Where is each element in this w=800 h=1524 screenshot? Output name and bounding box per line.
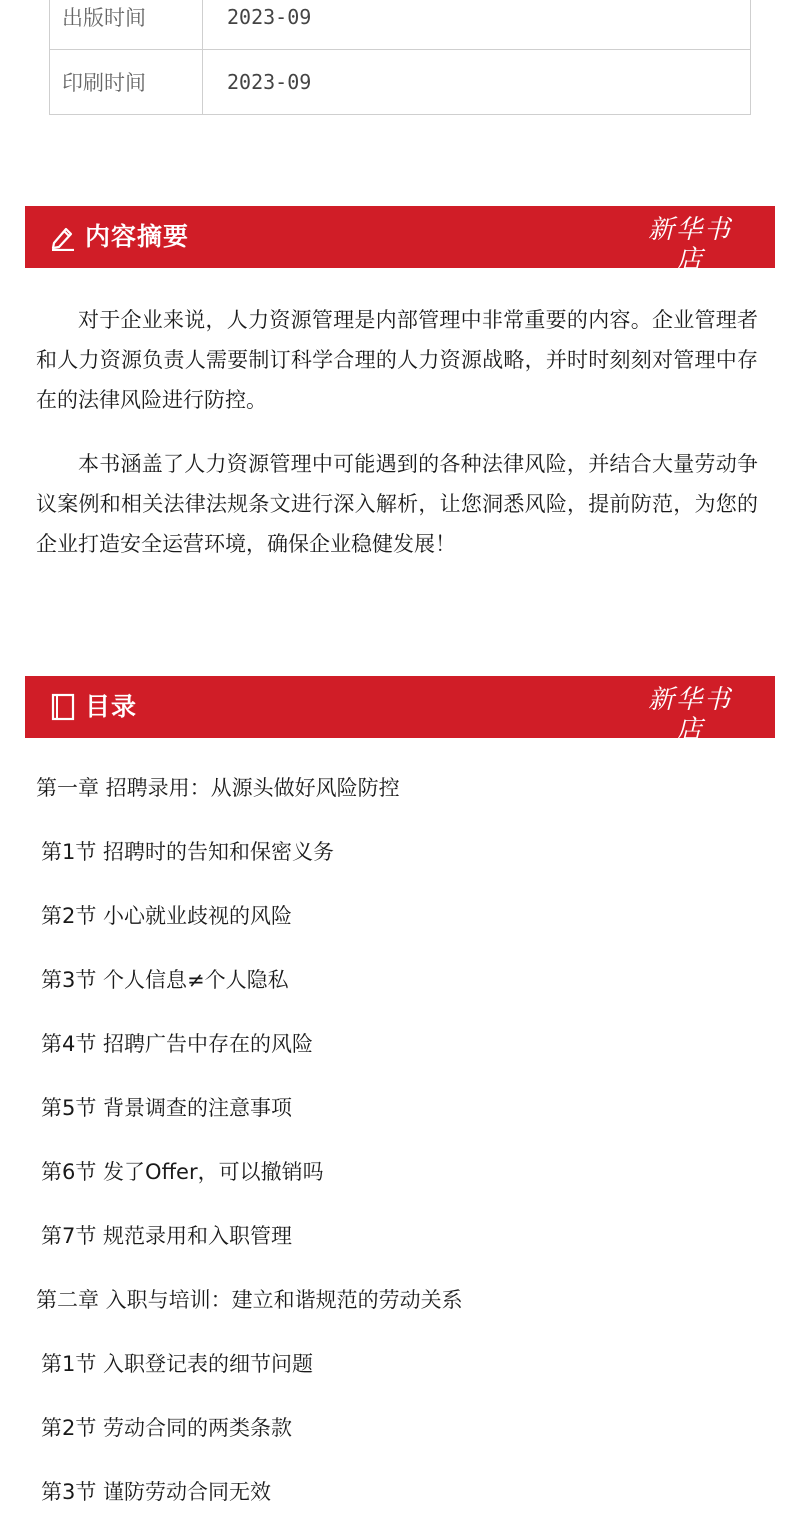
toc-section: 第3节 个人信息≠个人隐私 — [41, 968, 289, 992]
logo-chinese-text: 新华书店 — [647, 685, 732, 745]
logo-english-text: XINHUA BOOKSTORE — [641, 278, 739, 286]
logo-chinese-text: 新华书店 — [647, 215, 732, 275]
logo-english-text: XINHUA BOOKSTORE — [641, 748, 739, 756]
toc-section: 第1节 入职登记表的细节问题 — [41, 1352, 314, 1376]
pencil-edit-icon — [49, 223, 77, 251]
summary-paragraph: 本书涵盖了人力资源管理中可能遇到的各种法律风险，并结合大量劳动争议案例和相关法律法规条文进行深入解析，让您洞悉风险，提前防范，为您的企业打造安全运营环境，确保企业稳健发展！ — [36, 452, 758, 556]
section-title: 内容摘要 — [85, 222, 190, 251]
toc-chapter: 第二章 入职与培训：建立和谐规范的劳动关系 — [36, 1288, 463, 1312]
toc-section: 第2节 劳动合同的两类条款 — [41, 1416, 293, 1440]
xinhua-bookstore-logo — [635, 215, 745, 286]
toc-section-banner — [25, 676, 775, 756]
table-of-contents — [36, 756, 766, 1524]
toc-chapter: 第一章 招聘录用：从源头做好风险防控 — [36, 776, 400, 800]
xinhua-bookstore-logo — [635, 685, 745, 756]
toc-section: 第5节 背景调查的注意事项 — [41, 1096, 293, 1120]
book-icon — [49, 693, 77, 721]
summary-section-banner — [25, 206, 775, 286]
section-title: 目录 — [85, 692, 138, 721]
info-value: 2023-09 — [203, 50, 751, 115]
toc-section: 第1节 招聘时的告知和保密义务 — [41, 840, 335, 864]
info-label: 出版时间 — [50, 0, 203, 50]
toc-section: 第6节 发了Offer，可以撤销吗 — [41, 1160, 324, 1184]
summary-paragraph: 对于企业来说，人力资源管理是内部管理中非常重要的内容。企业管理者和人力资源负责人需要制订科学合理的人力资源战略，并时时刻刻对管理中存在的法律风险进行防控。 — [36, 308, 758, 412]
toc-section: 第3节 谨防劳动合同无效 — [41, 1480, 272, 1504]
info-value: 2023-09 — [203, 0, 751, 50]
toc-section: 第4节 招聘广告中存在的风险 — [41, 1032, 314, 1056]
toc-section: 第7节 规范录用和入职管理 — [41, 1224, 293, 1248]
table-row — [50, 0, 751, 50]
table-row — [50, 50, 751, 115]
toc-section: 第2节 小心就业歧视的风险 — [41, 904, 293, 928]
content-summary — [36, 300, 758, 588]
info-label: 印刷时间 — [50, 50, 203, 115]
book-info-table — [49, 0, 751, 115]
